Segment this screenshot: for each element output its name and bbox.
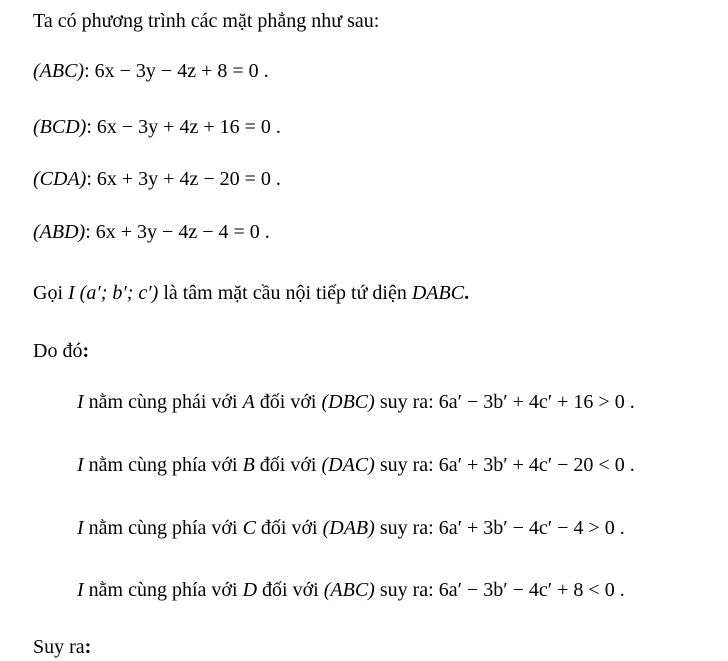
condition-point: B: [242, 454, 255, 476]
condition-text3: suy ra:: [379, 517, 434, 539]
do-do-heading: [33, 338, 89, 364]
plane-equation-cda: [33, 166, 281, 192]
tetrahedron-name: DABC: [411, 282, 465, 304]
center-suffix: .: [464, 282, 470, 304]
condition-text3: suy ra:: [379, 579, 434, 601]
condition-text3: suy ra:: [379, 391, 434, 413]
plane-name: (ABD): [33, 221, 86, 243]
do-do-text: Do đó: [33, 340, 83, 362]
condition-i: I: [77, 579, 84, 601]
plane-equation-abc: [33, 58, 269, 84]
condition-inequality: 6a′ + 3b′ − 4c′ − 4 > 0 .: [438, 517, 625, 539]
condition-text1: nằm cùng phía với: [88, 579, 238, 601]
condition-text2: đối với: [259, 454, 317, 476]
condition-b: [77, 452, 635, 478]
condition-text2: đối với: [260, 517, 318, 539]
condition-text3: suy ra:: [379, 454, 434, 476]
center-point: I (a′; b′; c′): [68, 282, 159, 304]
plane-equation: : 6x − 3y − 4z + 8 = 0 .: [84, 60, 269, 82]
suy-ra-colon: :: [84, 636, 92, 658]
plane-name: (CDA): [33, 168, 87, 190]
condition-text2: đối với: [259, 391, 317, 413]
condition-point: A: [242, 391, 255, 413]
suy-ra-text: Suy ra: [33, 636, 85, 658]
plane-name: (ABC): [33, 60, 85, 82]
plane-equation: : 6x − 3y + 4z + 16 = 0 .: [86, 116, 281, 138]
center-prefix: Gọi: [33, 282, 63, 304]
condition-inequality: 6a′ + 3b′ + 4c′ − 20 < 0 .: [438, 454, 635, 476]
condition-text1: nằm cùng phía với: [88, 454, 238, 476]
condition-text2: đối với: [262, 579, 319, 601]
condition-text1: nằm cùng phái với: [88, 391, 238, 413]
do-do-colon: :: [82, 340, 90, 362]
plane-equation-bcd: [33, 114, 281, 140]
suy-ra-heading: [33, 634, 91, 660]
condition-plane: (DBC): [321, 391, 375, 413]
condition-text1: nằm cùng phía với: [88, 517, 238, 539]
condition-i: I: [77, 454, 84, 476]
plane-equation: : 6x + 3y + 4z − 20 = 0 .: [86, 168, 281, 190]
condition-a: [77, 389, 635, 415]
condition-plane: (DAC): [321, 454, 375, 476]
condition-point: D: [242, 579, 258, 601]
condition-d: [77, 577, 625, 603]
condition-plane: (DAB): [322, 517, 375, 539]
plane-equation: : 6x + 3y − 4z − 4 = 0 .: [85, 221, 270, 243]
condition-c: [77, 515, 625, 541]
center-definition: [33, 280, 469, 306]
condition-inequality: 6a′ − 3b′ + 4c′ + 16 > 0 .: [438, 391, 635, 413]
condition-i: I: [77, 517, 84, 539]
condition-inequality: 6a′ − 3b′ − 4c′ + 8 < 0 .: [438, 579, 625, 601]
intro-text: Ta có phương trình các mặt phẳng như sau:: [33, 10, 380, 32]
condition-point: C: [242, 517, 256, 539]
condition-i: I: [77, 391, 84, 413]
center-middle: là tâm mặt cầu nội tiếp tứ diện: [163, 282, 407, 304]
plane-equation-abd: [33, 219, 270, 245]
plane-name: (BCD): [33, 116, 87, 138]
condition-plane: (ABC): [323, 579, 375, 601]
